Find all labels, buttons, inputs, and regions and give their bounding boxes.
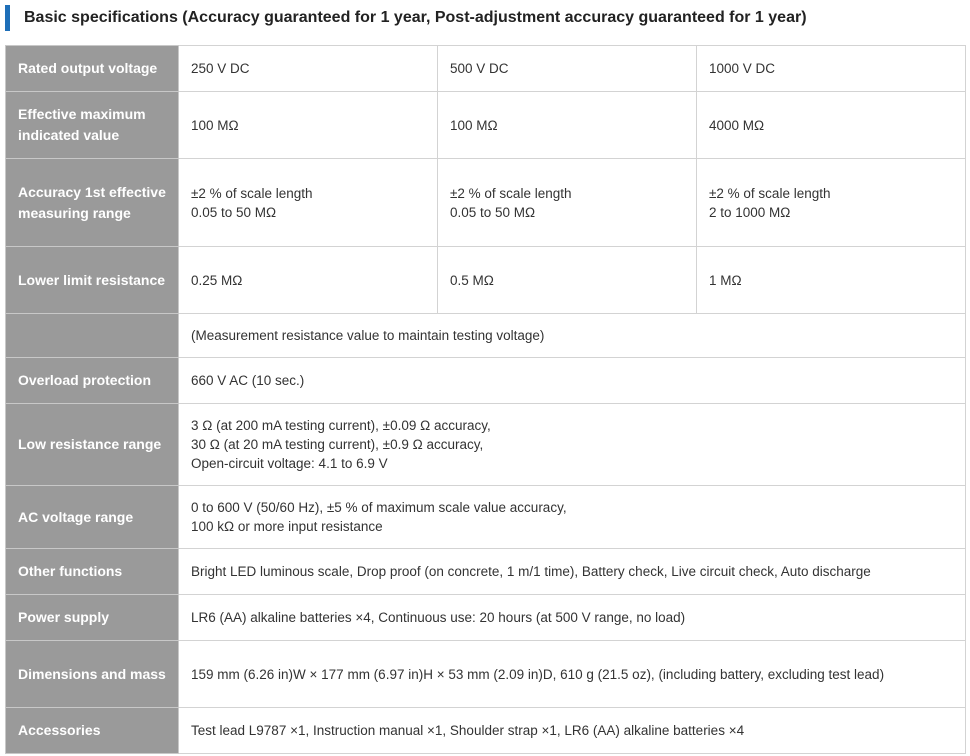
- cell-value: Test lead L9787 ×1, Instruction manual ×1, Shoulder strap ×1, LR6 (AA) alkaline batteries ×4: [179, 708, 966, 754]
- row-label-overload-protection: Overload protection: [6, 358, 179, 404]
- row-label-lower-limit-resistance: Lower limit resistance: [6, 247, 179, 314]
- cell-line: ±2 % of scale length: [709, 185, 831, 201]
- cell-line: Open-circuit voltage: 4.1 to 6.9 V: [191, 456, 388, 471]
- cell-line: 100 kΩ or more input resistance: [191, 519, 383, 534]
- cell-value: LR6 (AA) alkaline batteries ×4, Continuous use: 20 hours (at 500 V range, no load): [179, 595, 966, 641]
- row-label-power-supply: Power supply: [6, 595, 179, 641]
- cell-line: 0.05 to 50 MΩ: [450, 204, 536, 220]
- row-label-effective-maximum-indicated-value: Effective maximum indicated value: [6, 92, 179, 159]
- row-label-accuracy: Accuracy 1st effective measuring range: [6, 159, 179, 247]
- cell-value: 250 V DC: [179, 46, 438, 92]
- cell-line: 3 Ω (at 200 mA testing current), ±0.09 Ω accuracy,: [191, 418, 491, 433]
- table-row: [6, 159, 966, 247]
- cell-value: 100 MΩ: [179, 92, 438, 159]
- row-label-rated-output-voltage: Rated output voltage: [6, 46, 179, 92]
- cell-line: 30 Ω (at 20 mA testing current), ±0.9 Ω accuracy,: [191, 437, 484, 452]
- table-row: [6, 358, 966, 404]
- cell-value: 500 V DC: [438, 46, 697, 92]
- cell-value: [179, 486, 966, 549]
- table-row: [6, 595, 966, 641]
- cell-value: 0.5 MΩ: [438, 247, 697, 314]
- cell-value: [438, 159, 697, 247]
- cell-line: 2 to 1000 MΩ: [709, 204, 791, 220]
- cell-value: 100 MΩ: [438, 92, 697, 159]
- row-label-accessories: Accessories: [6, 708, 179, 754]
- table-row: [6, 247, 966, 314]
- table-row: [6, 708, 966, 754]
- specifications-table: [5, 45, 966, 754]
- table-row: [6, 46, 966, 92]
- row-label-low-resistance-range: Low resistance range: [6, 404, 179, 486]
- cell-value: [179, 404, 966, 486]
- cell-value: 4000 MΩ: [697, 92, 966, 159]
- cell-line: ±2 % of scale length: [191, 185, 313, 201]
- table-row: [6, 314, 966, 358]
- cell-value: (Measurement resistance value to maintain testing voltage): [179, 314, 966, 358]
- row-label-ac-voltage-range: AC voltage range: [6, 486, 179, 549]
- row-label-dimensions-and-mass: Dimensions and mass: [6, 641, 179, 708]
- table-row: [6, 404, 966, 486]
- table-row: [6, 92, 966, 159]
- cell-value: 0.25 MΩ: [179, 247, 438, 314]
- row-label-other-functions: Other functions: [6, 549, 179, 595]
- cell-value: Bright LED luminous scale, Drop proof (on concrete, 1 m/1 time), Battery check, Live circuit check, Auto discharge: [179, 549, 966, 595]
- cell-line: 0.05 to 50 MΩ: [191, 204, 277, 220]
- cell-value: 1000 V DC: [697, 46, 966, 92]
- table-row: [6, 549, 966, 595]
- cell-value: 1 MΩ: [697, 247, 966, 314]
- cell-value: 159 mm (6.26 in)W × 177 mm (6.97 in)H × 53 mm (2.09 in)D, 610 g (21.5 oz), (including battery, excluding test lead): [179, 641, 966, 708]
- cell-line: 0 to 600 V (50/60 Hz), ±5 % of maximum scale value accuracy,: [191, 500, 567, 515]
- cell-value: 660 V AC (10 sec.): [179, 358, 966, 404]
- table-row: [6, 486, 966, 549]
- section-heading: Basic specifications (Accuracy guaranteed for 1 year, Post-adjustment accuracy guaranteed for 1 year): [5, 5, 965, 31]
- cell-value: [179, 159, 438, 247]
- cell-line: ±2 % of scale length: [450, 185, 572, 201]
- row-label-empty: [6, 314, 179, 358]
- table-row: [6, 641, 966, 708]
- cell-value: [697, 159, 966, 247]
